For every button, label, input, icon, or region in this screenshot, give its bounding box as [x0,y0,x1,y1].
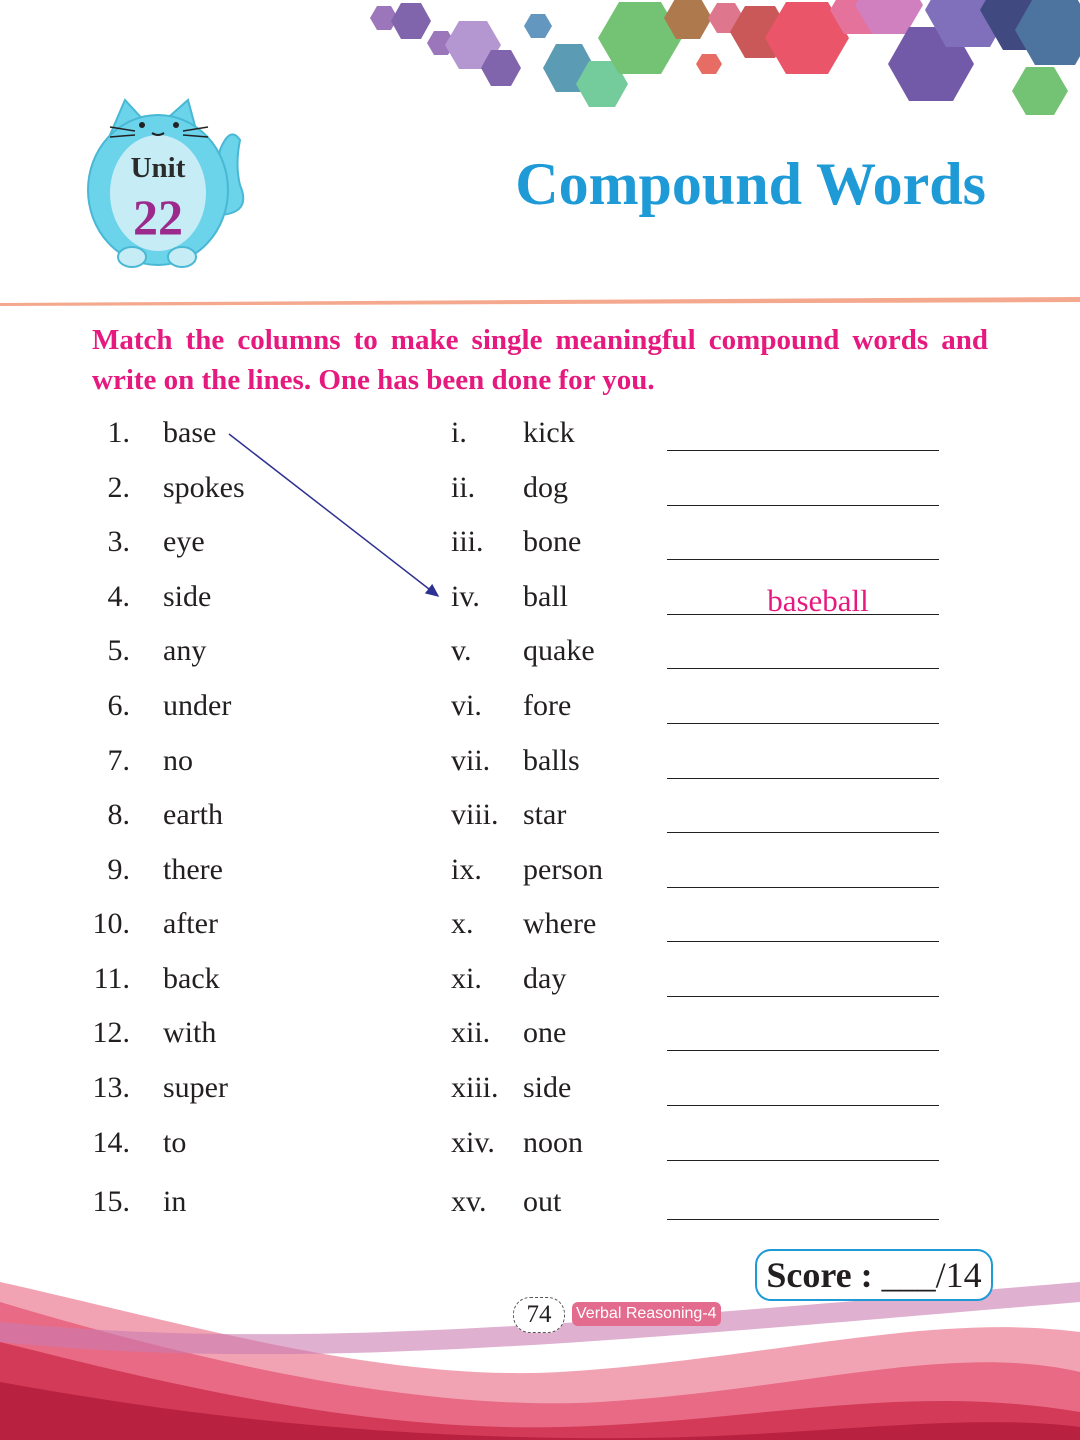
row-number: 12. [92,1016,130,1049]
left-word: side [163,580,212,613]
row-number: 13. [92,1071,130,1104]
book-title-badge: Verbal Reasoning-4 [572,1302,721,1326]
right-word: balls [523,744,580,777]
answer-line[interactable] [667,832,939,833]
right-word: day [523,962,567,995]
left-word: back [163,962,220,995]
roman-numeral: x. [451,907,474,940]
roman-numeral: xiii. [451,1071,499,1104]
row-number: 4. [107,580,130,613]
answer-line[interactable] [667,1105,939,1106]
right-word: dog [523,471,568,504]
roman-numeral: xv. [451,1185,487,1218]
row-number: 5. [107,634,130,667]
left-word: with [163,1016,217,1049]
row-number: 1. [107,416,130,449]
answer-line[interactable] [667,778,939,779]
roman-numeral: xii. [451,1016,491,1049]
roman-numeral: iv. [451,580,480,613]
right-word: kick [523,416,575,449]
roman-numeral: iii. [451,525,484,558]
answer-line[interactable] [667,887,939,888]
left-word: base [163,416,217,449]
answer-line[interactable] [667,1050,939,1051]
left-word: eye [163,525,205,558]
answer-line[interactable] [667,1219,939,1220]
right-word: side [523,1071,572,1104]
roman-numeral: v. [451,634,472,667]
row-number: 8. [107,798,130,831]
right-word: where [523,907,597,940]
score-value: ___/14 [881,1255,982,1295]
answer-line[interactable] [667,1160,939,1161]
right-word: one [523,1016,567,1049]
page-title: Compound Words [515,151,986,217]
row-number: 7. [107,744,130,777]
row-number: 14. [92,1126,130,1159]
match-arrow [0,0,1080,700]
instruction-text: Match the columns to make single meaningful compound words and write on the lines. One has been done for you. [92,324,988,396]
right-word: quake [523,634,595,667]
left-word: in [163,1185,187,1218]
row-number: 3. [107,525,130,558]
right-word: ball [523,580,568,613]
left-word: earth [163,798,223,831]
row-number: 11. [93,962,130,995]
right-word: out [523,1185,562,1218]
roman-numeral: vii. [451,744,491,777]
row-number: 2. [107,471,130,504]
row-number: 15. [92,1185,130,1218]
left-word: there [163,853,223,886]
answer-line[interactable] [667,996,939,997]
roman-numeral: ix. [451,853,482,886]
right-word: person [523,853,603,886]
page-number: 74 [513,1297,565,1333]
left-word: to [163,1126,187,1159]
roman-numeral: xiv. [451,1126,495,1159]
left-word: under [163,689,232,722]
right-word: star [523,798,567,831]
row-number: 10. [92,907,130,940]
roman-numeral: ii. [451,471,476,504]
unit-number: 22 [133,189,183,245]
roman-numeral: viii. [451,798,499,831]
left-word: after [163,907,218,940]
score-box [755,1249,993,1301]
roman-numeral: i. [451,416,467,449]
left-word: super [163,1071,228,1104]
answer-line[interactable] [667,723,939,724]
left-word: no [163,744,193,777]
score-label: Score : [766,1255,873,1295]
roman-numeral: vi. [451,689,482,722]
row-number: 6. [107,689,130,722]
right-word: noon [523,1126,583,1159]
left-word: spokes [163,471,245,504]
answer-line[interactable] [667,941,939,942]
left-word: any [163,634,207,667]
row-number: 9. [107,853,130,886]
right-word: bone [523,525,582,558]
unit-label: Unit [130,152,186,184]
answer-text: baseball [767,583,869,618]
roman-numeral: xi. [451,962,482,995]
right-word: fore [523,689,572,722]
